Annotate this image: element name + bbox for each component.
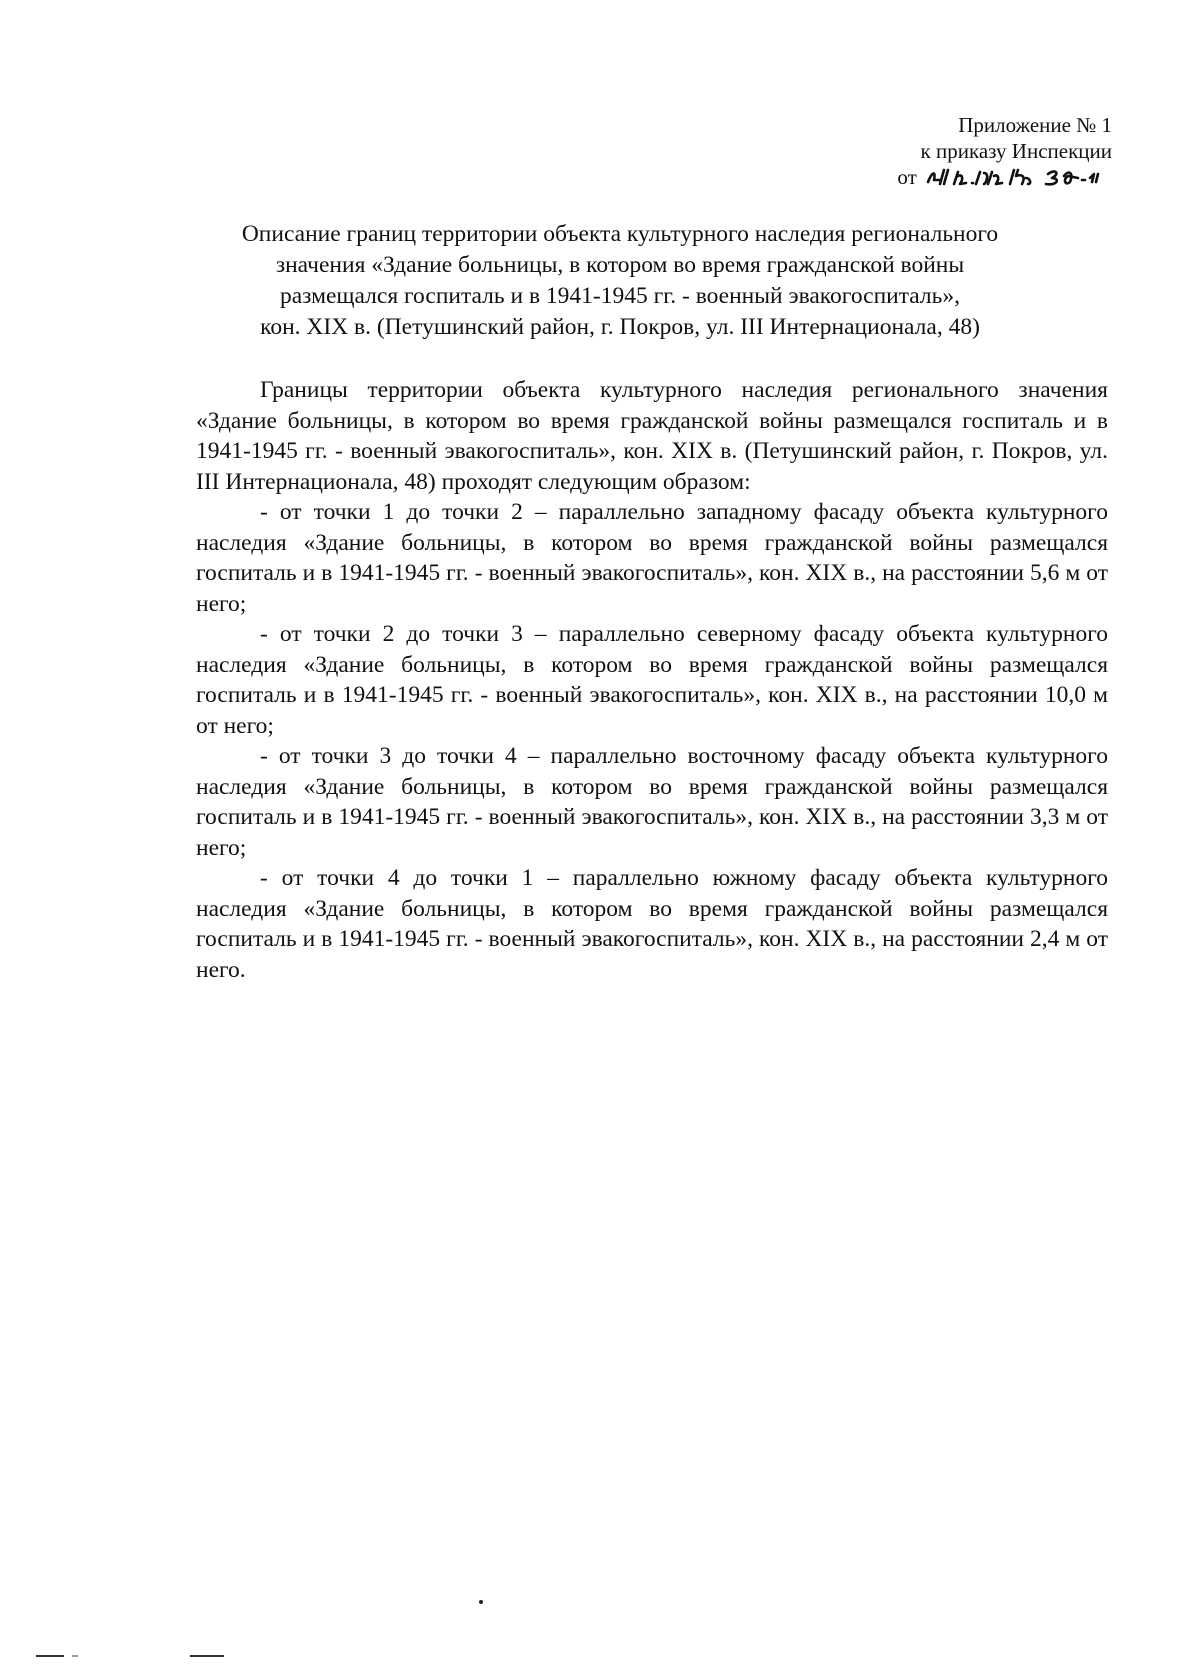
title-line: кон. XIX в. (Петушинский район, г. Покров, ул. III Интернационала, 48) bbox=[260, 314, 980, 340]
attachment-date-line bbox=[752, 164, 1112, 190]
scan-artifact-dash bbox=[72, 1655, 78, 1657]
scan-artifact-dash bbox=[190, 1655, 224, 1657]
attachment-date-prefix: от bbox=[897, 165, 917, 189]
boundary-item: - от точки 3 до точки 4 – параллельно восточному фасаду объекта культурного наследия «Здание больницы, в котором во время гражданской войны размещался госпиталь и в 1941-1945 гг. - военный эвакогоспиталь», кон. XIX в., на расстоянии 3,3 м от него; bbox=[196, 743, 1108, 861]
title-line: значения «Здание больницы, в котором во время гражданской войны bbox=[275, 252, 965, 278]
handwritten-date-number bbox=[922, 164, 1112, 190]
boundary-item: - от точки 1 до точки 2 – параллельно западному фасаду объекта культурного наследия «Здание больницы, в котором во время гражданской войны размещался госпиталь и в 1941-1945 гг. - военный эвакогоспиталь», кон. XIX в., на расстоянии 5,6 м от него; bbox=[196, 499, 1108, 617]
document-title bbox=[150, 219, 1090, 343]
boundary-item: - от точки 2 до точки 3 – параллельно северному фасаду объекта культурного наследия «Здание больницы, в котором во время гражданской войны размещался госпиталь и в 1941-1945 гг. - военный эвакогоспиталь», кон. XIX в., на расстоянии 10,0 м от него; bbox=[196, 621, 1108, 739]
document-body bbox=[196, 375, 1108, 985]
handwritten-scribble-icon bbox=[922, 164, 1112, 188]
attachment-order-ref: к приказу Инспекции bbox=[920, 139, 1112, 163]
attachment-number: Приложение № 1 bbox=[958, 113, 1112, 137]
boundary-item: - от точки 4 до точки 1 – параллельно южному фасаду объекта культурного наследия «Здание больницы, в котором во время гражданской войны размещался госпиталь и в 1941-1945 гг. - военный эвакогоспиталь», кон. XIX в., на расстоянии 2,4 м от него. bbox=[196, 865, 1108, 983]
title-line: размещался госпиталь и в 1941-1945 гг. - военный эвакогоспиталь», bbox=[280, 283, 960, 309]
title-line: Описание границ территории объекта культурного наследия регионального bbox=[241, 221, 999, 247]
scan-artifact-dash bbox=[36, 1655, 64, 1657]
scan-artifact-dot bbox=[479, 1600, 483, 1604]
intro-paragraph: Границы территории объекта культурного наследия регионального значения «Здание больницы, в котором во время гражданской войны размещался госпиталь и в 1941-1945 гг. - военный эвакогоспиталь», кон. XIX в. (Петушинский район, г. Покров, ул. III Интернационала, 48) проходят следующим образом: bbox=[196, 377, 1108, 495]
attachment-header bbox=[752, 112, 1112, 190]
